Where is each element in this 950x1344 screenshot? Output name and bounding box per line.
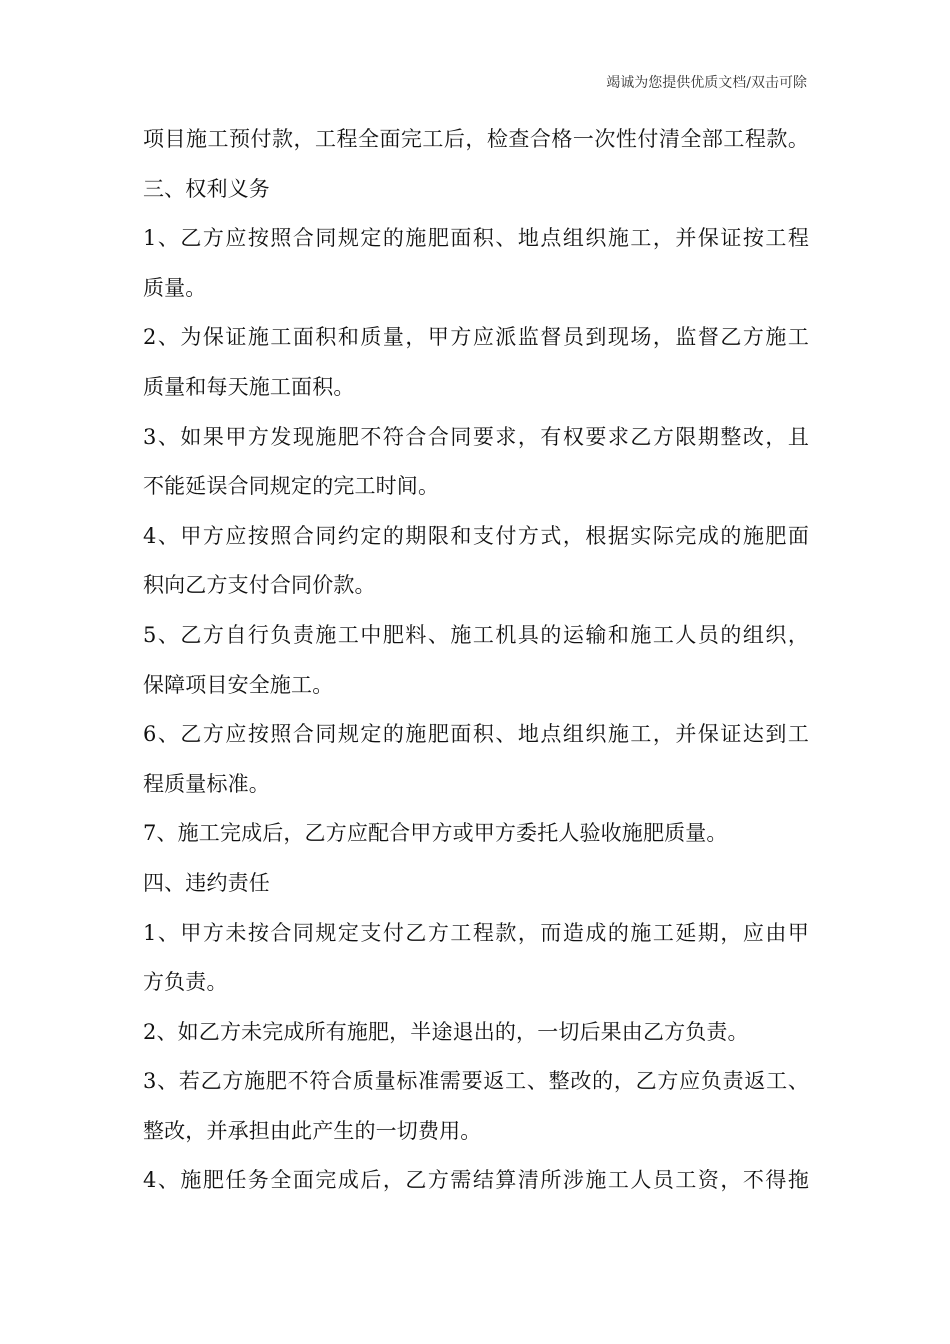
text-line: 1、甲方未按合同规定支付乙方工程款，而造成的施工延期，应由甲 [143,920,809,945]
text-line: 质量和每天施工面积。 [143,374,355,399]
text-line: 项目施工预付款，工程全面完工后，检查合格一次性付清全部工程款。 [143,127,809,151]
text-line: 7、施工完成后，乙方应配合甲方或甲方委托人验收施肥质量。 [143,821,728,846]
text-line: 4、甲方应按照合同约定的期限和支付方式，根据实际完成的施肥面 [143,523,809,548]
text-line: 5、乙方自行负责施工中肥料、施工机具的运输和施工人员的组织， [143,622,809,647]
text-line: 整改，并承担由此产生的一切费用。 [143,1118,482,1143]
text-line: 2、如乙方未完成所有施肥，半途退出的，一切后果由乙方负责。 [143,1019,749,1044]
text-line: 方负责。 [143,970,228,995]
text-line: 3、如果甲方发现施肥不符合合同要求，有权要求乙方限期整改，且 [143,424,809,449]
text-line: 程质量标准。 [143,771,270,796]
text-line: 4、施肥任务全面完成后，乙方需结算清所涉施工人员工资，不得拖 [143,1168,809,1193]
text-line: 3、若乙方施肥不符合质量标准需要返工、整改的，乙方应负责返工、 [143,1069,809,1094]
document-body [143,115,809,1206]
header-note: 竭诚为您提供优质文档/双击可除 [606,75,807,91]
text-line: 三、权利义务 [143,176,270,201]
text-line: 保障项目安全施工。 [143,672,334,697]
text-line: 2、为保证施工面积和质量，甲方应派监督员到现场，监督乙方施工 [143,325,809,350]
text-line: 质量。 [143,275,207,300]
text-line: 四、违约责任 [143,870,270,895]
text-line: 积向乙方支付合同价款。 [143,573,376,598]
text-line: 不能延误合同规定的完工时间。 [143,474,440,499]
text-line: 1、乙方应按照合同规定的施肥面积、地点组织施工，并保证按工程 [143,226,809,251]
text-line: 6、乙方应按照合同规定的施肥面积、地点组织施工，并保证达到工 [143,722,809,747]
